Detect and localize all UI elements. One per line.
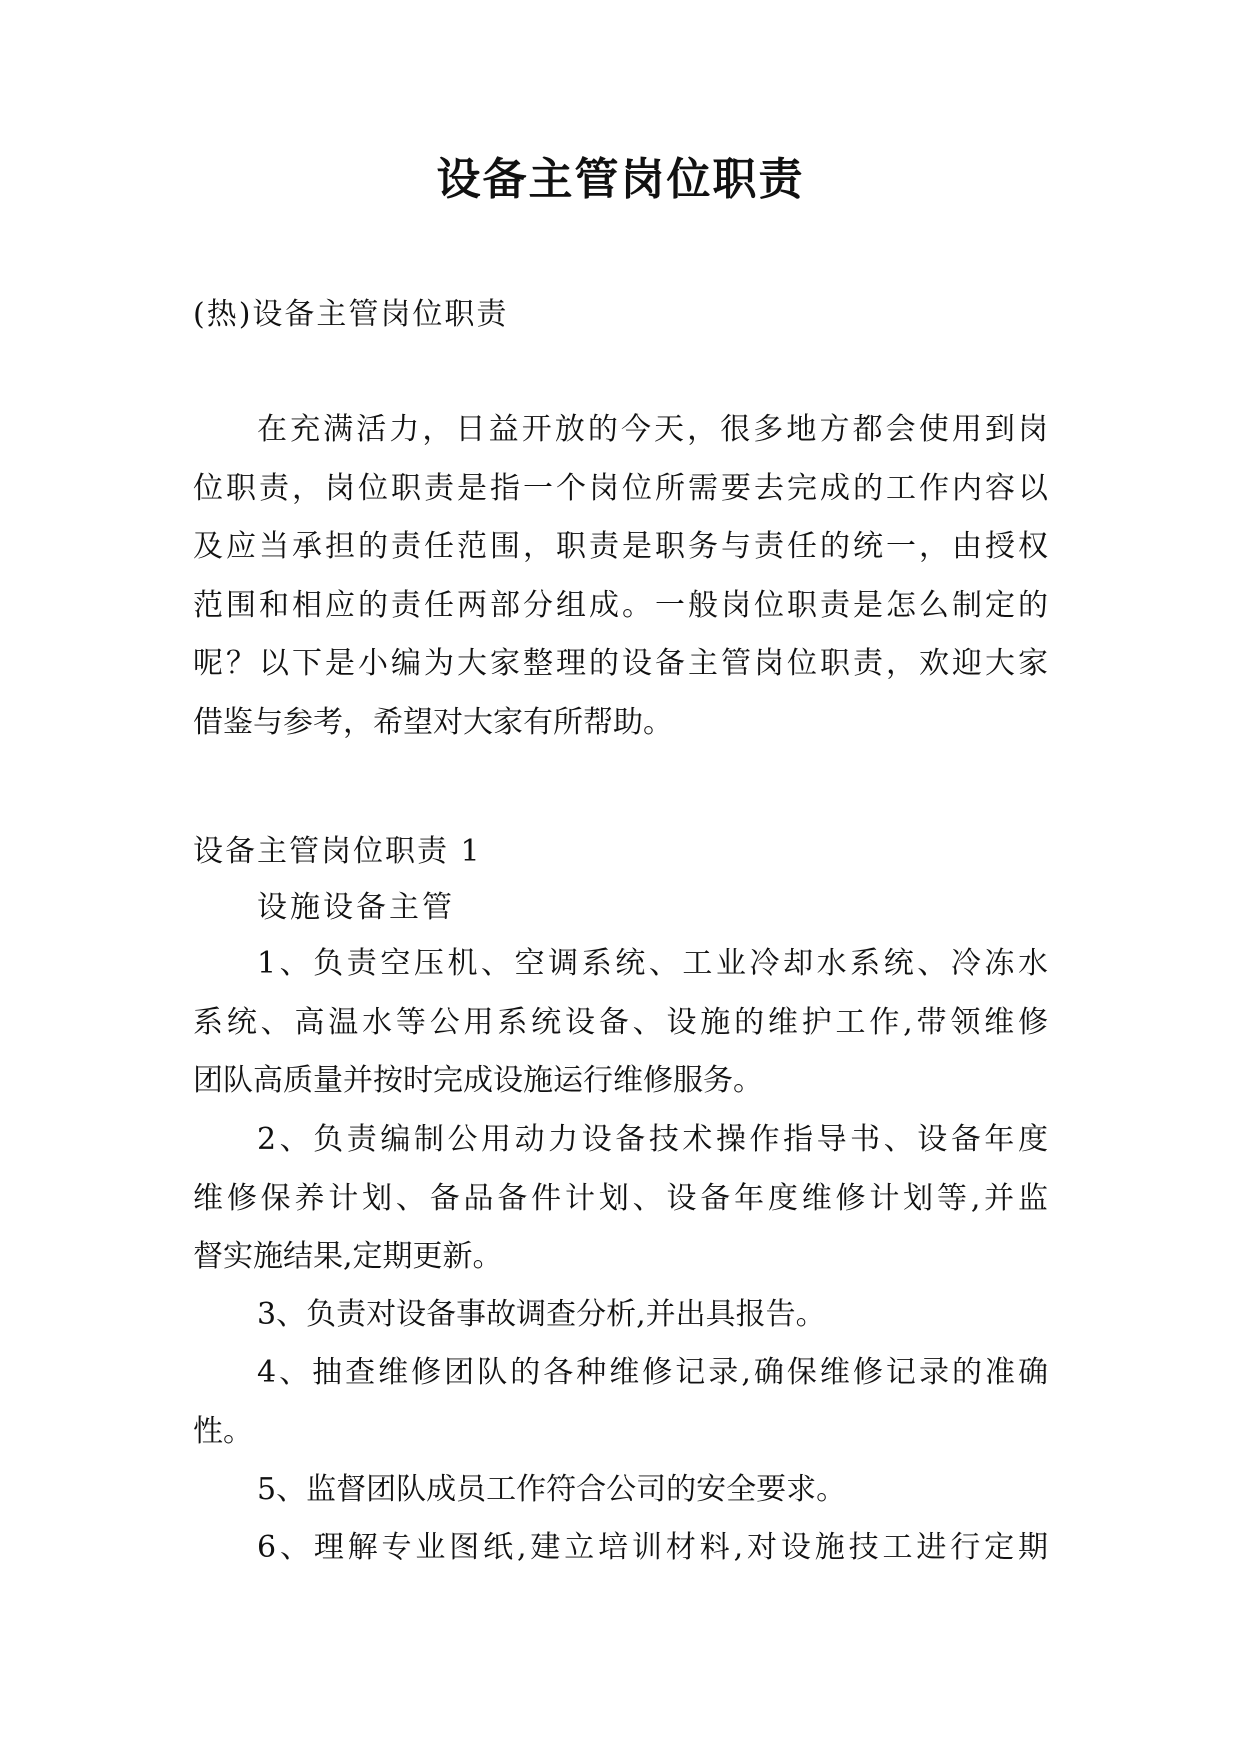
paragraph-line: 维修保养计划、备品备件计划、设备年度维修计划等,并监	[193, 1180, 1048, 1216]
duty-item-5	[193, 1470, 1048, 1529]
paragraph-line: 借鉴与参考，希望对大家有所帮助。	[193, 704, 673, 740]
paragraph-line: 3、负责对设备事故调查分析,并出具报告。	[257, 1297, 826, 1332]
duty-item-1	[193, 944, 1048, 1120]
paragraph-line: 团队高质量并按时完成设施运行维修服务。	[193, 1063, 763, 1098]
paragraph-line: 在充满活力，日益开放的今天，很多地方都会使用到岗	[257, 412, 1048, 447]
duty-item-6	[193, 1528, 1048, 1587]
paragraph-line: 及应当承担的责任范围，职责是职务与责任的统一，由授权	[193, 529, 1048, 564]
paragraph-line: 呢？以下是小编为大家整理的设备主管岗位职责，欢迎大家	[193, 646, 1048, 681]
paragraph-line: 1、负责空压机、空调系统、工业冷却水系统、冷冻水	[257, 946, 1048, 981]
duty-item-3	[193, 1295, 1048, 1354]
paragraph-line: 督实施结果,定期更新。	[193, 1239, 503, 1274]
paragraph-line: 性。	[193, 1413, 253, 1449]
paragraph-line: 系统、高温水等公用系统设备、设施的维护工作,带领维修	[193, 1004, 1048, 1040]
paragraph-line: 范围和相应的责任两部分组成。一般岗位职责是怎么制定的	[193, 587, 1048, 623]
section-heading: 设备主管岗位职责 1	[193, 834, 482, 869]
duty-item-2	[193, 1120, 1048, 1296]
intro-paragraph	[193, 410, 1048, 761]
paragraph-line: 位职责，岗位职责是指一个岗位所需要去完成的工作内容以	[193, 470, 1048, 506]
facility-heading: 设施设备主管	[257, 890, 455, 925]
paragraph-line: 2、负责编制公用动力设备技术操作指导书、设备年度	[257, 1122, 1048, 1157]
paragraph-line: 5、监督团队成员工作符合公司的安全要求。	[257, 1472, 847, 1507]
paragraph-line: 6、理解专业图纸,建立培训材料,对设施技工进行定期	[257, 1530, 1048, 1565]
document-subtitle: (热)设备主管岗位职责	[193, 297, 509, 332]
document-title: 设备主管岗位职责	[436, 154, 805, 205]
paragraph-line: 4、抽查维修团队的各种维修记录,确保维修记录的准确	[257, 1355, 1048, 1390]
duty-item-4	[193, 1353, 1048, 1470]
